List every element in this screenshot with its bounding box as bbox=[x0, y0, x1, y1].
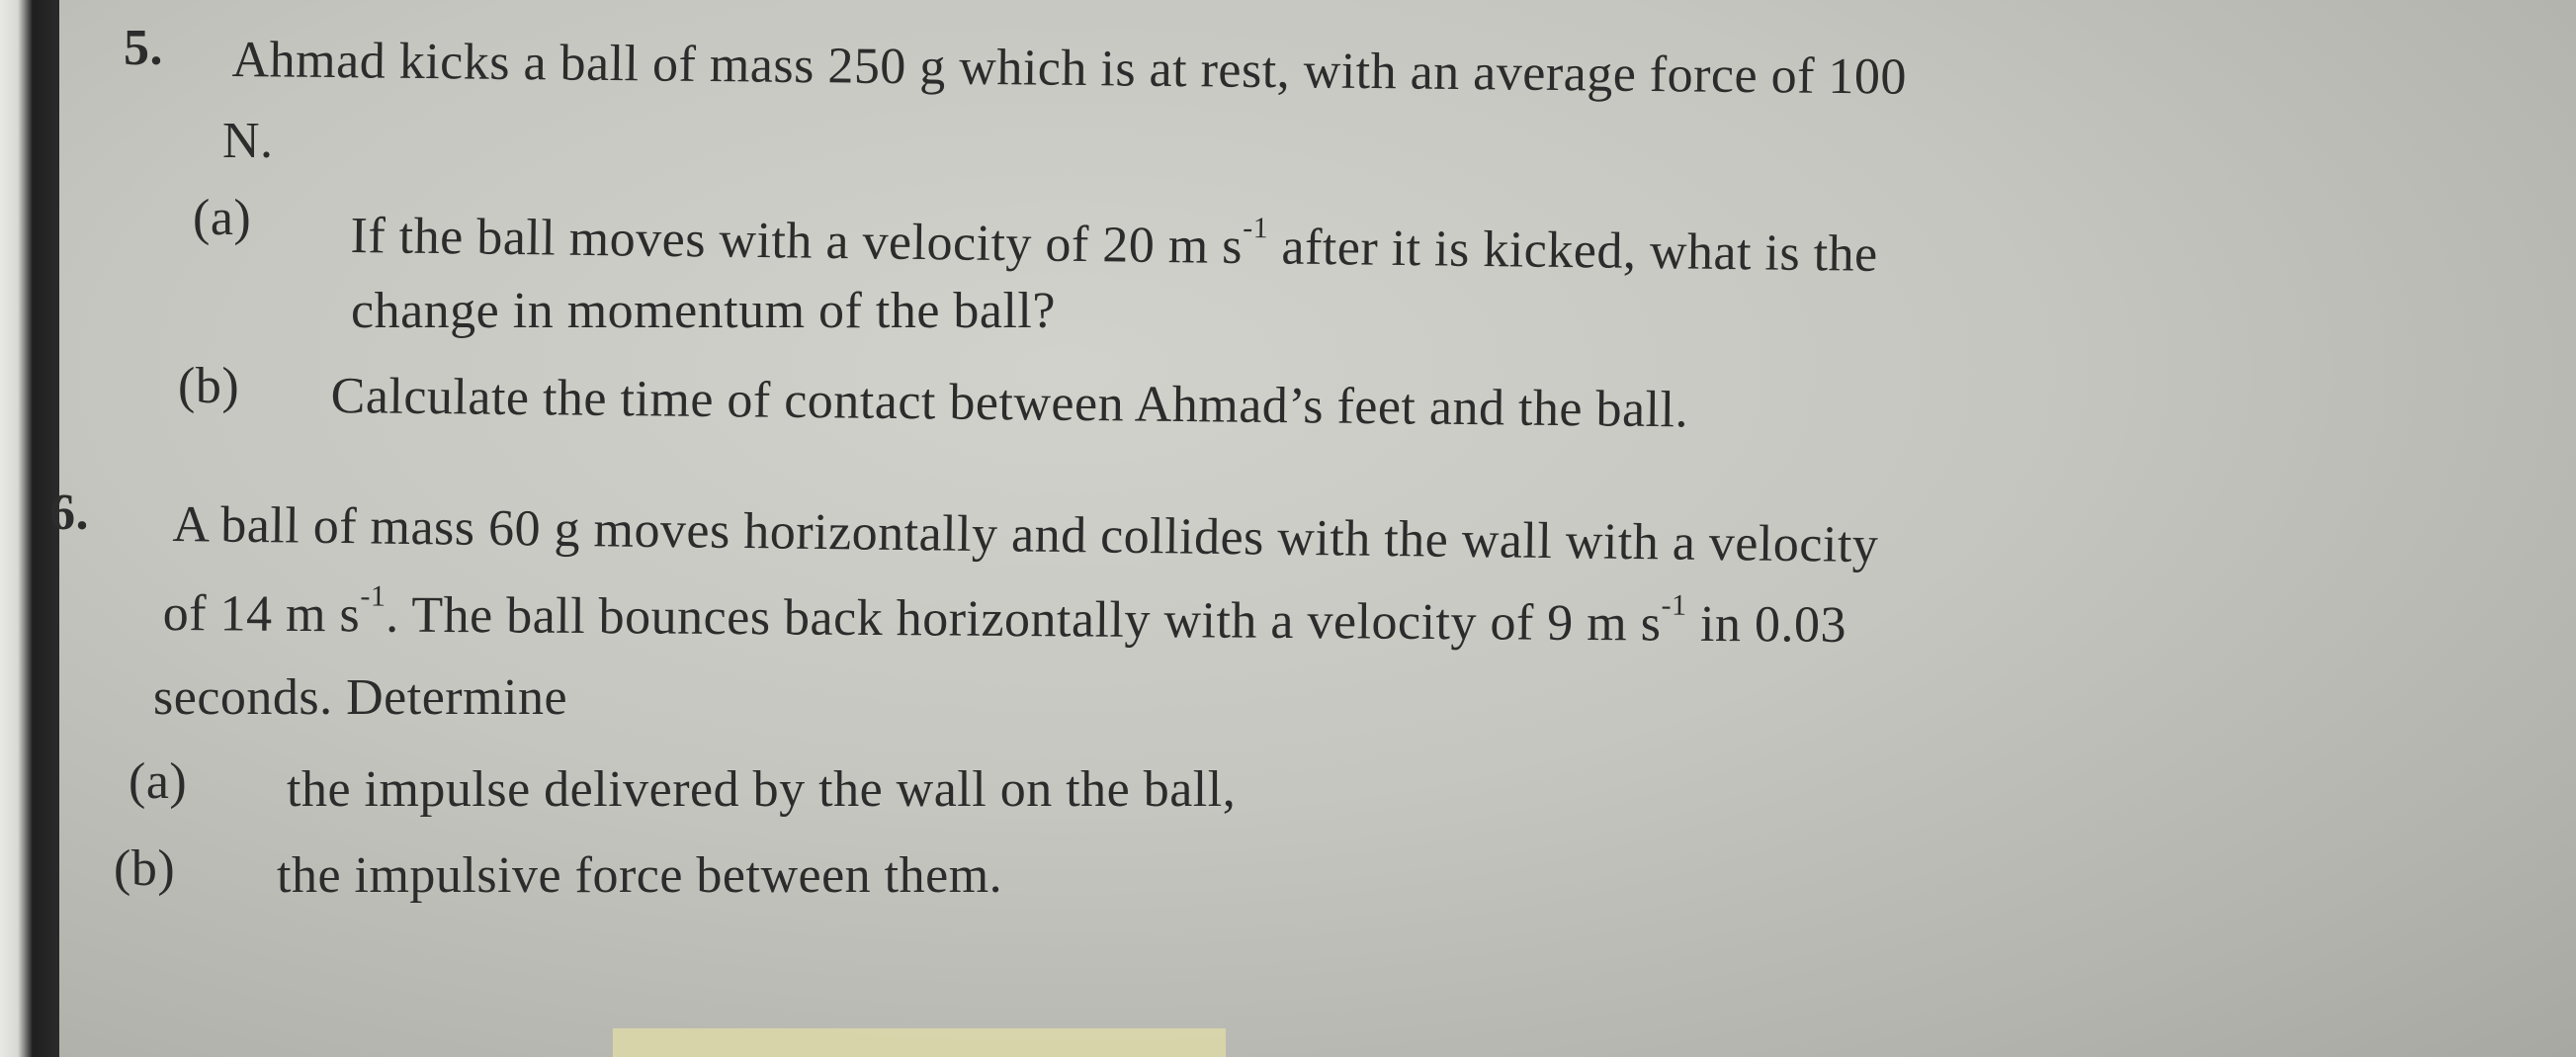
question-stem-line-1: A ball of mass 60 g moves horizontally and collides with the wall with a velocity bbox=[172, 495, 1879, 574]
part-a-line-2: change in momentum of the ball? bbox=[351, 283, 1056, 339]
question-stem-line-3: seconds. Determine bbox=[153, 669, 568, 726]
part-a-line-1: the impulse delivered by the wall on the ball, bbox=[287, 761, 1237, 818]
part-label-a: (a) bbox=[129, 753, 188, 810]
part-b-line-1: the impulsive force between them. bbox=[277, 847, 1003, 904]
part-a-line-1: If the ball moves with a velocity of 20 m $s^{-1}$ after it is kicked, what is the bbox=[350, 207, 1879, 283]
question-number: 5. bbox=[124, 20, 163, 76]
question-number: 6. bbox=[49, 484, 89, 541]
part-b-line-1: Calculate the time of contact between Ahmad’s feet and the ball. bbox=[330, 367, 1689, 439]
part-label-b: (b) bbox=[114, 840, 176, 897]
question-stem-line-2: of 14 m $s^{-1}$. The ball bounces back horizontally with a velocity of 9 m $s^{-1}$ in 0.03 bbox=[162, 579, 1847, 654]
question-stem-line-2: N. bbox=[222, 113, 274, 169]
part-label-a: (a) bbox=[193, 190, 252, 246]
highlight-strip bbox=[613, 1028, 1226, 1057]
question-stem-line-1: Ahmad kicks a ball of mass 250 g which is at rest, with an average force of 100 bbox=[231, 31, 1908, 106]
part-label-b: (b) bbox=[178, 358, 240, 414]
